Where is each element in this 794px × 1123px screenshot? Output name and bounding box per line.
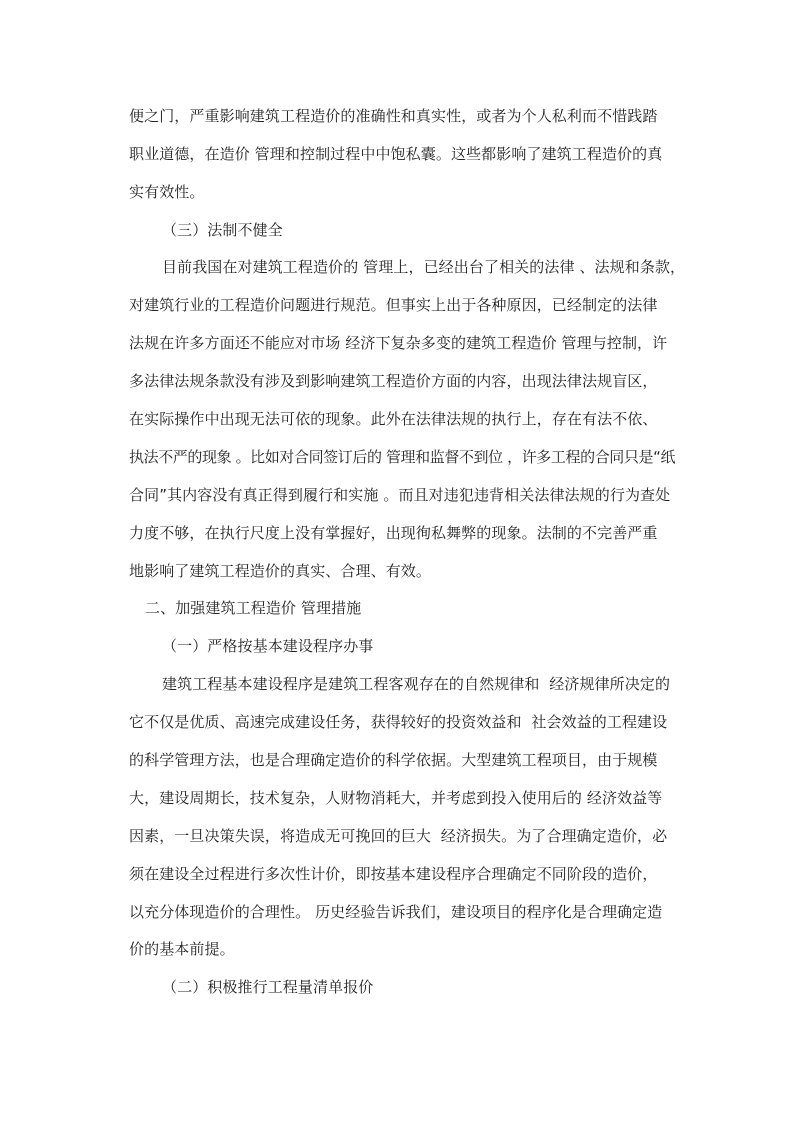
text-line: 法规在许多方面还不能应对市场 经济下复杂多变的建筑工程造价 管理与控制，许 xyxy=(129,334,668,352)
text-line: 须在建设全过程进行多次性计价，即按基本建设程序合理确定不同阶段的造价， xyxy=(129,865,658,883)
subsection-heading: （二）积极推行工程量清单报价 xyxy=(162,978,374,996)
text-line: 便之门，严重影响建筑工程造价的准确性和真实性，或者为个人私利而不惜践踏 xyxy=(129,107,658,125)
section-heading: 二、加强建筑工程造价 管理措施 xyxy=(145,599,362,617)
text-line: 力度不够，在执行尺度上没有掌握好，出现徇私舞弊的现象。法制的不完善严重 xyxy=(129,524,658,542)
text-line: 执法不严的现象 。比如对合同签订后的 管理和监督不到位 ，许多工程的合同只是“纸 xyxy=(129,448,676,466)
text-line: 大，建设周期长，技术复杂，人财物消耗大，并考虑到投入使用后的 经济效益等 xyxy=(129,789,663,807)
text-line: 目前我国在对建筑工程造价的 管理上，已经出台了相关的法律 、法规和条款， xyxy=(162,258,686,276)
text-line: 因素，一旦决策失误，将造成无可挽回的巨大 经济损失。为了合理确定造价，必 xyxy=(129,827,668,845)
text-line: 多法律法规条款没有涉及到影响建筑工程造价方面的内容，出现法律法规盲区， xyxy=(129,372,658,390)
text-line: 地影响了建筑工程造价的真实、合理、有效。 xyxy=(129,562,432,580)
text-line: 建筑工程基本建设程序是建筑工程客观存在的自然规律和 经济规律所决定的 xyxy=(162,675,671,693)
text-line: 实有效性。 xyxy=(129,183,205,201)
subsection-heading: （一）严格按基本建设程序办事 xyxy=(162,637,374,655)
text-line: 合同”其内容没有真正得到履行和实施 。而且对违犯违背相关法律法规的行为查处 xyxy=(129,486,671,504)
section-heading: （三）法制不健全 xyxy=(162,221,283,239)
text-line: 在实际操作中出现无法可依的现象。此外在法律法规的执行上，存在有法不依、 xyxy=(129,410,658,428)
text-line: 对建筑行业的工程造价问题进行规范。但事实上出于各种原因，已经制定的法律 xyxy=(129,296,658,314)
text-line: 以充分体现造价的合理性。 历史经验告诉我们，建设项目的程序化是合理确定造 xyxy=(129,903,663,921)
text-line: 它不仅是优质、高速完成建设任务，获得较好的投资效益和 社会效益的工程建设 xyxy=(129,713,668,731)
text-line: 的科学管理方法，也是合理确定造价的科学依据。大型建筑工程项目，由于规模 xyxy=(129,751,658,769)
text-line: 价的基本前提。 xyxy=(129,940,235,958)
text-line: 职业道德，在造价 管理和控制过程中中饱私囊。这些都影响了建筑工程造价的真 xyxy=(129,145,663,163)
